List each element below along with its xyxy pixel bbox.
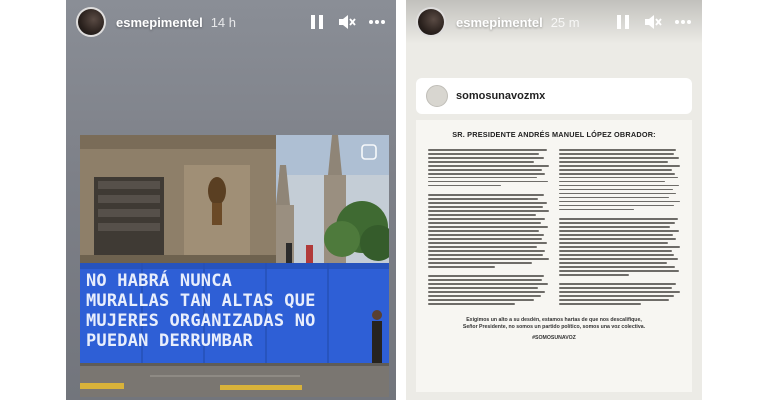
sign-line-3: MUJERES ORGANIZADAS NO <box>86 311 316 331</box>
more-icon[interactable] <box>368 13 386 31</box>
text-line <box>559 226 670 228</box>
text-line <box>559 222 675 224</box>
letter-body <box>428 149 680 305</box>
text-line <box>559 173 675 175</box>
text-line <box>428 149 547 151</box>
text-line <box>559 181 665 183</box>
text-line <box>559 169 672 171</box>
text-line <box>428 194 544 196</box>
text-line <box>559 246 680 248</box>
story-right[interactable] <box>406 0 702 400</box>
username[interactable]: esmepimentel <box>456 14 543 30</box>
text-line <box>559 287 672 289</box>
text-line <box>428 185 501 187</box>
letter-hashtag: #SOMOSUNAVOZ <box>532 334 576 341</box>
shared-post-account-card[interactable] <box>416 78 692 114</box>
story-left[interactable] <box>66 0 396 400</box>
text-line <box>428 234 544 236</box>
text-line <box>428 181 548 183</box>
text-line <box>559 299 669 301</box>
text-line <box>559 149 676 151</box>
closing-line-2: Señor Presidente, no somos un partido político, somos una voz colectiva. <box>462 323 646 330</box>
letter-title: SR. PRESIDENTE ANDRÉS MANUEL LÓPEZ OBRADOR: <box>452 130 656 139</box>
closing-line-1: Exigimos un alto a su desdén, estamos hartas de que nos descalifique, <box>466 316 642 323</box>
text-line <box>428 173 545 175</box>
pause-icon[interactable] <box>614 13 632 31</box>
text-line <box>559 270 679 272</box>
letter-column-left <box>428 149 549 305</box>
text-line <box>559 295 674 297</box>
paragraph-break <box>559 213 680 216</box>
text-line <box>559 205 674 207</box>
mute-icon[interactable] <box>644 13 662 31</box>
text-line <box>428 177 537 179</box>
avatar[interactable] <box>416 7 446 37</box>
protest-sign-text <box>86 271 386 351</box>
text-line <box>559 291 680 293</box>
text-line <box>428 299 534 301</box>
shared-account-name[interactable]: somosunavozmx <box>456 90 546 102</box>
text-line <box>559 230 679 232</box>
letter-column-right <box>559 149 680 305</box>
text-line <box>428 262 532 264</box>
text-line <box>559 197 669 199</box>
text-line <box>428 291 545 293</box>
text-line <box>428 254 543 256</box>
letter-closing <box>428 317 680 331</box>
avatar[interactable] <box>76 7 106 37</box>
text-line <box>559 165 680 167</box>
story-header <box>66 0 396 44</box>
text-line <box>559 250 672 252</box>
mute-icon[interactable] <box>338 13 356 31</box>
post-time: 14 h <box>210 14 237 30</box>
text-line <box>559 254 674 256</box>
text-line <box>559 185 679 187</box>
text-line <box>428 230 539 232</box>
text-line <box>559 189 673 191</box>
text-line <box>428 226 548 228</box>
text-line <box>428 157 544 159</box>
text-line <box>559 201 680 203</box>
text-line <box>428 283 548 285</box>
text-line <box>428 218 545 220</box>
paragraph-break <box>428 270 549 273</box>
text-line <box>428 238 542 240</box>
text-line <box>428 222 541 224</box>
text-line <box>428 169 542 171</box>
text-line <box>428 250 545 252</box>
text-line <box>559 161 668 163</box>
paragraph-break <box>428 189 549 192</box>
text-line <box>428 165 549 167</box>
text-line <box>428 275 544 277</box>
text-line <box>428 242 547 244</box>
text-line <box>559 303 641 305</box>
username[interactable]: esmepimentel <box>116 14 203 30</box>
text-line <box>559 177 678 179</box>
text-line <box>428 206 543 208</box>
pause-icon[interactable] <box>308 13 326 31</box>
text-line <box>559 258 678 260</box>
text-line <box>559 157 679 159</box>
text-line <box>428 210 549 212</box>
shared-letter-document <box>416 120 692 392</box>
story-controls <box>308 13 386 31</box>
text-line <box>559 262 667 264</box>
story-photo <box>80 135 389 397</box>
text-line <box>559 238 676 240</box>
more-icon[interactable] <box>674 13 692 31</box>
text-line <box>428 295 541 297</box>
text-line <box>559 266 675 268</box>
paragraph-break <box>559 278 680 281</box>
text-line <box>428 303 515 305</box>
sign-line-4: PUEDAN DERRUMBAR <box>86 331 253 351</box>
account-avatar[interactable] <box>426 85 448 107</box>
text-line <box>559 193 676 195</box>
text-line <box>428 258 549 260</box>
text-line <box>428 287 538 289</box>
text-line <box>559 218 678 220</box>
story-controls <box>614 13 692 31</box>
text-line <box>428 198 538 200</box>
text-line <box>559 209 634 211</box>
text-line <box>428 266 495 268</box>
text-line <box>428 214 536 216</box>
sign-line-2: MURALLAS TAN ALTAS QUE <box>86 291 316 311</box>
story-header <box>406 0 702 44</box>
text-line <box>428 161 534 163</box>
sign-line-1: NO HABRÁ NUNCA <box>86 271 233 291</box>
text-line <box>559 242 668 244</box>
text-line <box>559 283 676 285</box>
post-time: 25 m <box>550 14 580 30</box>
text-line <box>428 153 539 155</box>
text-line <box>428 246 537 248</box>
text-line <box>559 153 674 155</box>
text-line <box>428 279 542 281</box>
text-line <box>559 274 629 276</box>
text-line <box>428 202 547 204</box>
text-line <box>559 234 673 236</box>
